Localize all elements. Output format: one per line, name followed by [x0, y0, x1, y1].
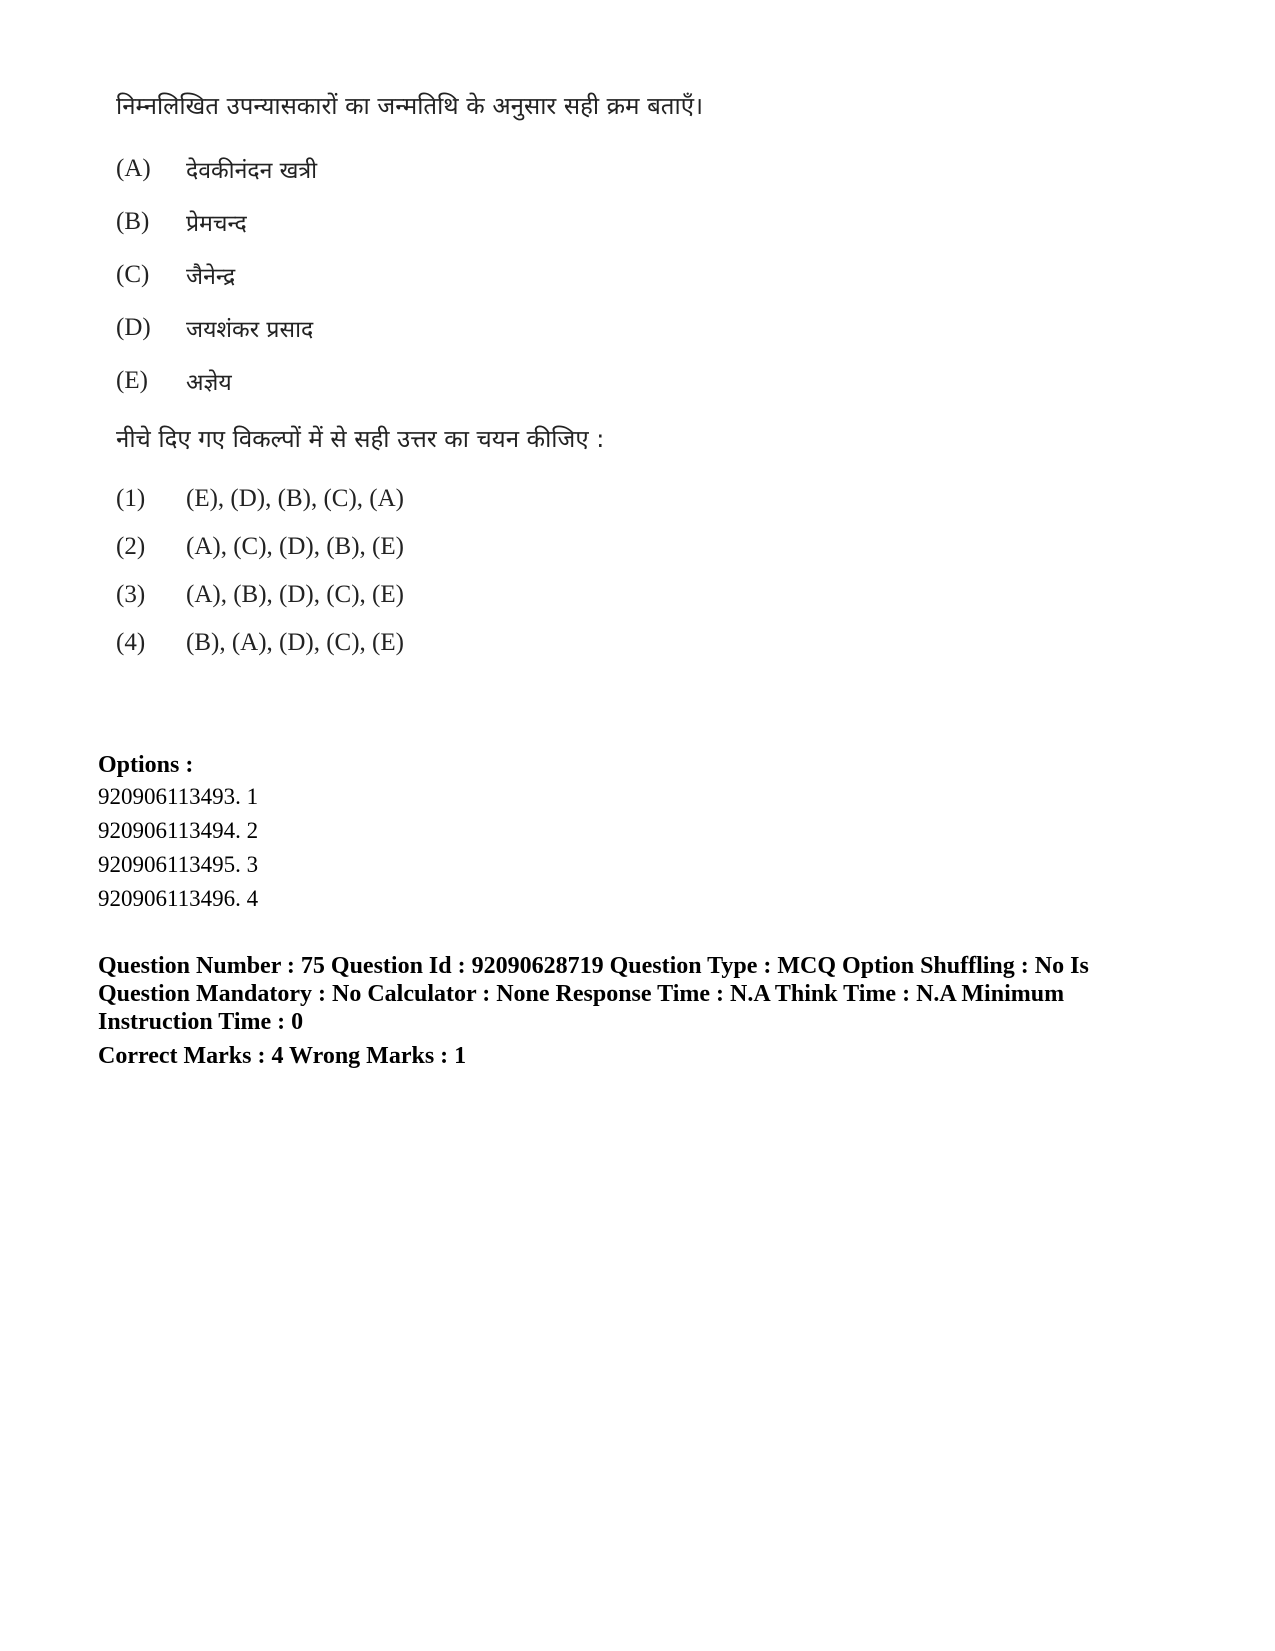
item-text: प्रेमचन्द [186, 210, 247, 237]
question-item-c [116, 248, 1016, 301]
item-letter: (E) [116, 366, 148, 394]
answer-choice-3 [116, 571, 1016, 619]
option-line: 920906113496. 4 [98, 886, 259, 911]
choice-text: (E), (D), (B), (C), (A) [186, 485, 404, 512]
question-item-d [116, 301, 1016, 354]
question-meta-info: Question Number : 75 Question Id : 92090628719 Question Type : MCQ Option Shuffling : No Is Question Mandatory : No Calculator : None Response Time : N.A Think Time : N.A Minimum Instruction Time : 0 [98, 953, 1089, 1035]
item-text: देवकीनंदन खत्री [186, 157, 318, 184]
item-letter: (D) [116, 313, 151, 341]
item-text: अज्ञेय [186, 369, 232, 396]
choice-number: (4) [116, 629, 146, 656]
item-text: जयशंकर प्रसाद [186, 316, 314, 343]
question-item-b [116, 195, 1016, 248]
answer-choice-1 [116, 475, 1016, 523]
answer-choice-2 [116, 523, 1016, 571]
item-letter: (C) [116, 260, 150, 288]
question-stem: निम्नलिखित उपन्यासकारों का जन्मतिथि के अनुसार सही क्रम बताएँ। [116, 92, 704, 120]
choice-text: (B), (A), (D), (C), (E) [186, 629, 404, 656]
choice-text: (A), (B), (D), (C), (E) [186, 581, 404, 608]
marks-info: Correct Marks : 4 Wrong Marks : 1 [98, 1043, 467, 1069]
choice-number: (2) [116, 533, 146, 560]
answer-choice-4 [116, 619, 1016, 667]
choice-number: (3) [116, 581, 146, 608]
choice-text: (A), (C), (D), (B), (E) [186, 533, 404, 560]
item-letter: (B) [116, 207, 150, 235]
item-letter: (A) [116, 154, 151, 182]
option-line: 920906113495. 3 [98, 852, 259, 877]
question-instruction: नीचे दिए गए विकल्पों में से सही उत्तर का चयन कीजिए : [116, 425, 605, 453]
option-line: 920906113494. 2 [98, 818, 259, 843]
question-block [116, 88, 1016, 667]
choice-number: (1) [116, 485, 146, 512]
options-heading: Options : [98, 752, 194, 778]
question-item-e [116, 354, 1016, 407]
metadata-block [98, 750, 1158, 1070]
option-line: 920906113493. 1 [98, 784, 259, 809]
item-text: जैनेन्द्र [186, 263, 236, 290]
question-item-a [116, 142, 1016, 195]
